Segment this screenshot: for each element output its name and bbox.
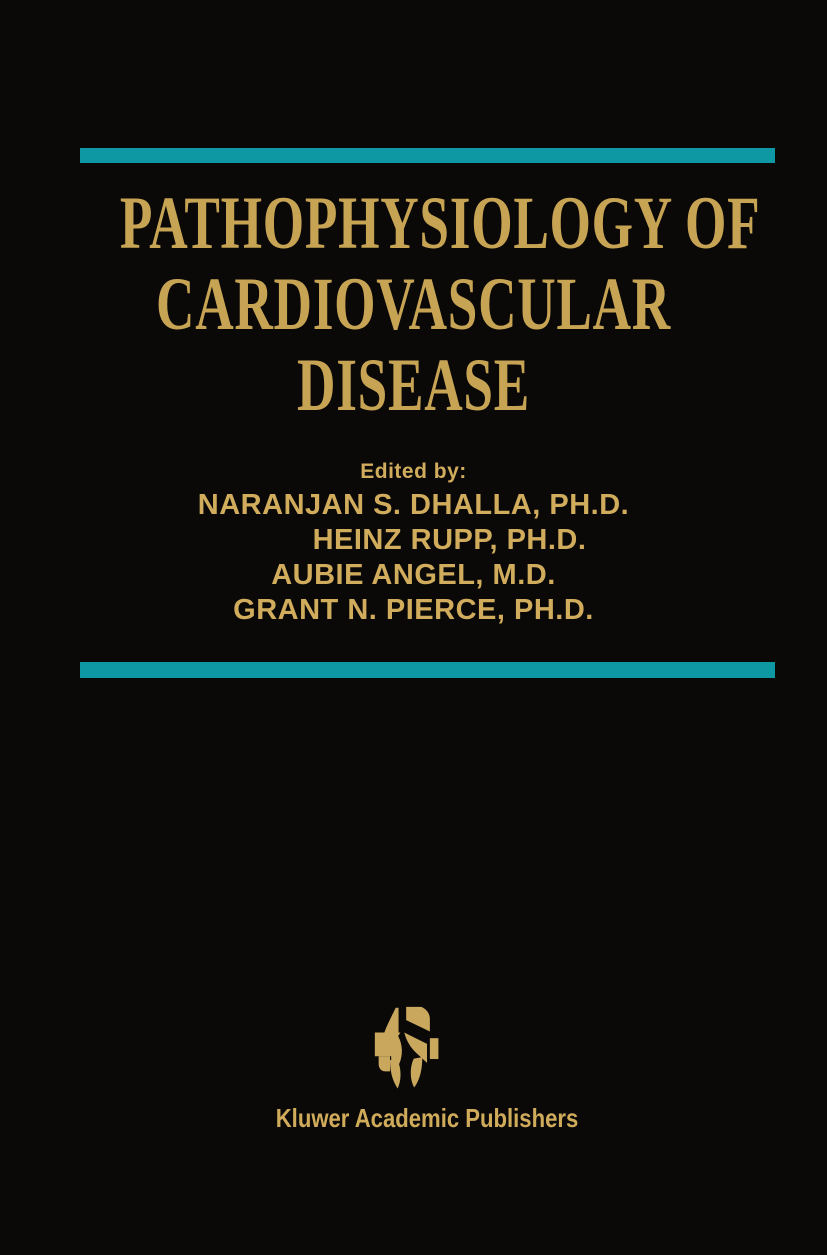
editors-block bbox=[0, 456, 827, 628]
title-line-3: DISEASE bbox=[297, 344, 530, 427]
editor-name-1: NARANJAN S. DHALLA, PH.D. bbox=[197, 489, 630, 521]
title-line-1: PATHOPHYSIOLOGY OF bbox=[119, 182, 761, 265]
title-line-2: CARDIOVASCULAR bbox=[156, 263, 671, 346]
top-accent-bar bbox=[80, 148, 775, 163]
bottom-accent-bar bbox=[80, 662, 775, 678]
kluwer-flower-logo-icon bbox=[372, 1004, 446, 1097]
editor-name-4: GRANT N. PIERCE, PH.D. bbox=[233, 594, 594, 626]
edited-by-label: Edited by: bbox=[360, 460, 467, 483]
editor-name-3: AUBIE ANGEL, M.D. bbox=[271, 559, 556, 591]
publisher-name: Kluwer Academic Publishers bbox=[275, 1103, 579, 1133]
book-title bbox=[0, 183, 827, 426]
editor-name-2: HEINZ RUPP, PH.D. bbox=[312, 524, 587, 556]
